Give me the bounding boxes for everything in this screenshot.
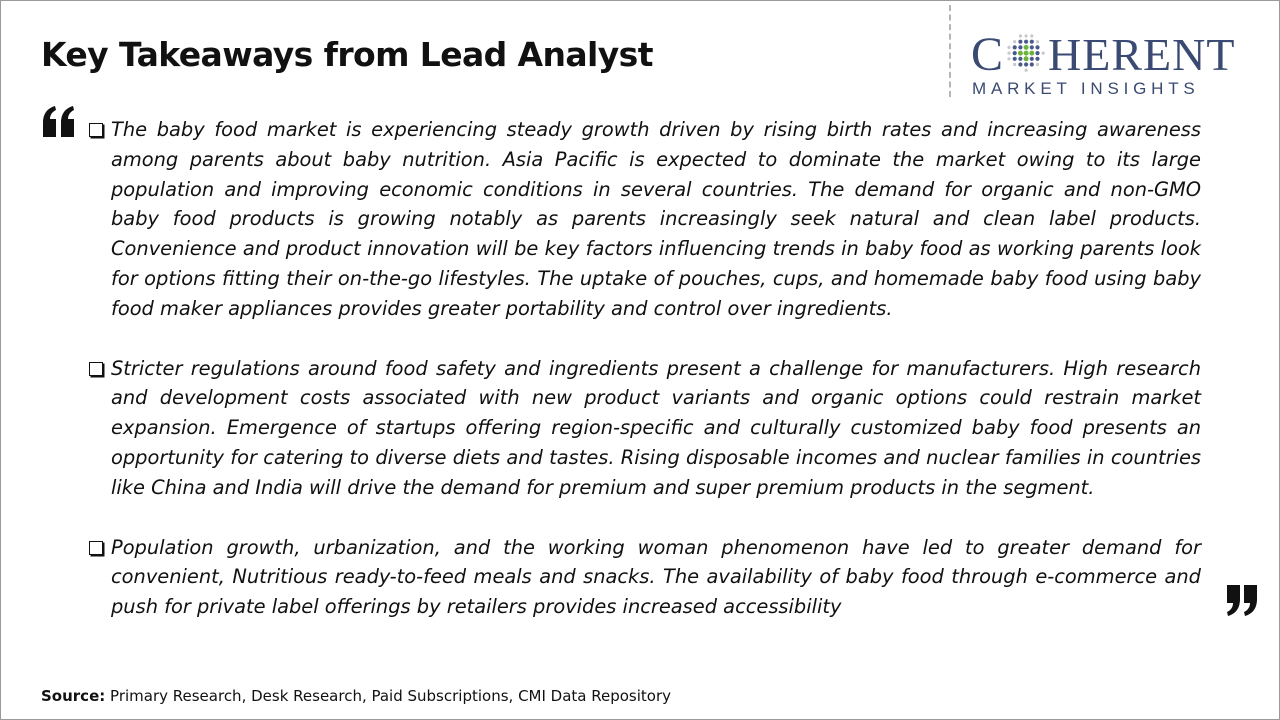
source-note: [41, 687, 671, 705]
opening-quote-icon: [41, 105, 77, 139]
logo-tagline: MARKET INSIGHTS: [972, 79, 1200, 98]
takeaways-list: [87, 115, 1201, 622]
company-logo: [971, 28, 1261, 101]
source-text: Primary Research, Desk Research, Paid Subscriptions, CMI Data Repository: [110, 687, 672, 705]
list-item-text: Stricter regulations around food safety and ingredients present a challenge for manufacturers. High research and development costs associated with new product variants and organic options could restrain market expansion. Emergence of startups offering region-specific and culturally customized baby food presents an opportunity for catering to diverse diets and tastes. Rising disposable incomes and nuclear families in countries like China and India will drive the demand for premium and super premium products in the segment.: [111, 356, 1201, 499]
closing-quote-icon: [1224, 583, 1260, 617]
list-item: [87, 533, 1201, 622]
page-title: Key Takeaways from Lead Analyst: [41, 35, 653, 74]
logo-wordmark-end: HERENT: [1048, 29, 1236, 80]
checkbox-square-icon: [89, 123, 103, 137]
header-divider: [949, 5, 951, 97]
logo-wordmark-start: C: [971, 28, 1005, 81]
checkbox-square-icon: [89, 362, 103, 376]
logo-dot-globe-icon: [1005, 33, 1047, 73]
checkbox-square-icon: [89, 541, 103, 555]
list-item-text: The baby food market is experiencing steady growth driven by rising birth rates and increasing awareness among parents about baby nutrition. Asia Pacific is expected to dominate the market owing to its large population and improving economic conditions in several countries. The demand for organic and non-GMO baby food products is growing notably as parents increasingly seek natural and clean label products. Convenience and product innovation will be key factors influencing trends in baby food as working parents look for options fitting their on-the-go lifestyles. The uptake of pouches, cups, and homemade baby food using baby food maker appliances provides greater portability and control over ingredients.: [111, 118, 1201, 320]
source-label: Source:: [41, 687, 106, 705]
list-item: [87, 115, 1201, 324]
list-item: [87, 354, 1201, 503]
list-item-text: Population growth, urbanization, and the working woman phenomenon have led to greater demand for convenient, Nutritious ready-to-feed meals and snacks. The availability of baby food through e-commerce and push for private label offerings by retailers provides increased accessibility: [111, 535, 1201, 619]
logo-wordmark: [971, 28, 1236, 81]
